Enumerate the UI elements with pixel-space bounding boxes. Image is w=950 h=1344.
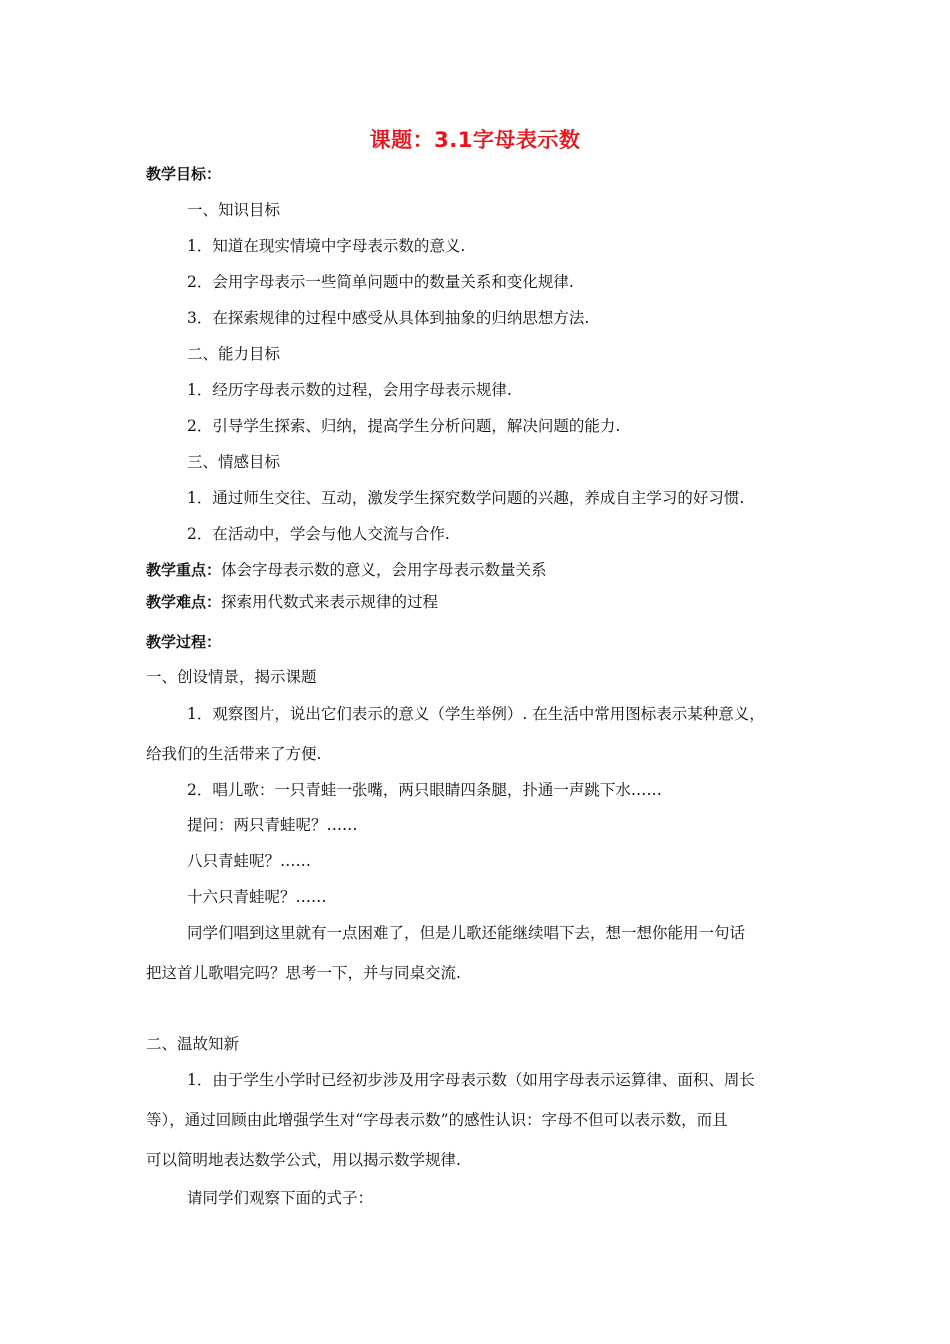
section1-heading: 一、创设情景，揭示课题: [146, 668, 317, 686]
section2-paragraph: 1．由于学生小学时已经初步涉及用字母表示数（如用字母表示运算律、面积、周长: [187, 1071, 755, 1089]
emotion-objective-heading: 三、情感目标: [187, 453, 281, 471]
question-line: 十六只青蛙呢？……: [187, 888, 327, 906]
key-point-label: 教学重点：: [146, 561, 222, 579]
knowledge-item: 1．知道在现实情境中字母表示数的意义.: [187, 237, 466, 255]
difficulty-text: 探索用代数式来表示规律的过程: [221, 593, 439, 611]
question-line: 提问：两只青蛙呢？……: [187, 816, 358, 834]
objectives-heading: 教学目标：: [146, 165, 222, 183]
process-heading: 教学过程：: [146, 633, 222, 651]
section1-paragraph: 同学们唱到这里就有一点困难了，但是儿歌还能继续唱下去，想一想你能用一句话: [187, 924, 746, 942]
knowledge-item: 3．在探索规律的过程中感受从具体到抽象的归纳思想方法.: [187, 309, 590, 327]
ability-item: 1．经历字母表示数的过程，会用字母表示规律.: [187, 381, 512, 399]
ability-objective-heading: 二、能力目标: [187, 345, 281, 363]
section1-paragraph: 2．唱儿歌：一只青蛙一张嘴，两只眼睛四条腿，扑通一声跳下水……: [187, 781, 662, 799]
key-point-text: 体会字母表示数的意义，会用字母表示数量关系: [221, 561, 547, 579]
question-line: 八只青蛙呢？……: [187, 852, 312, 870]
section2-paragraph: 等），通过回顾由此增强学生对“字母表示数”的感性认识：字母不但可以表示数，而且: [146, 1111, 728, 1129]
page-title: 课题：3.1字母表示数: [369, 128, 581, 152]
section1-paragraph: 1．观察图片，说出它们表示的意义（学生举例）. 在生活中常用图标表示某种意义，: [187, 705, 765, 723]
difficulty: [146, 592, 826, 612]
section2-paragraph: 可以简明地表达数学公式，用以揭示数学规律.: [146, 1151, 461, 1169]
emotion-item: 1．通过师生交往、互动，激发学生探究数学问题的兴趣，养成自主学习的好习惯.: [187, 489, 745, 507]
section1-paragraph: 把这首儿歌唱完吗？思考一下，并与同桌交流.: [146, 964, 461, 982]
section2-heading: 二、温故知新: [146, 1035, 240, 1053]
key-point: [146, 560, 826, 580]
emotion-item: 2．在活动中，学会与他人交流与合作.: [187, 525, 450, 543]
knowledge-objective-heading: 一、知识目标: [187, 201, 281, 219]
section2-paragraph: 请同学们观察下面的式子：: [187, 1189, 374, 1207]
difficulty-label: 教学难点：: [146, 593, 222, 611]
section1-paragraph: 给我们的生活带来了方便.: [146, 745, 322, 763]
ability-item: 2．引导学生探索、归纳，提高学生分析问题，解决问题的能力.: [187, 417, 621, 435]
knowledge-item: 2．会用字母表示一些简单问题中的数量关系和变化规律.: [187, 273, 574, 291]
